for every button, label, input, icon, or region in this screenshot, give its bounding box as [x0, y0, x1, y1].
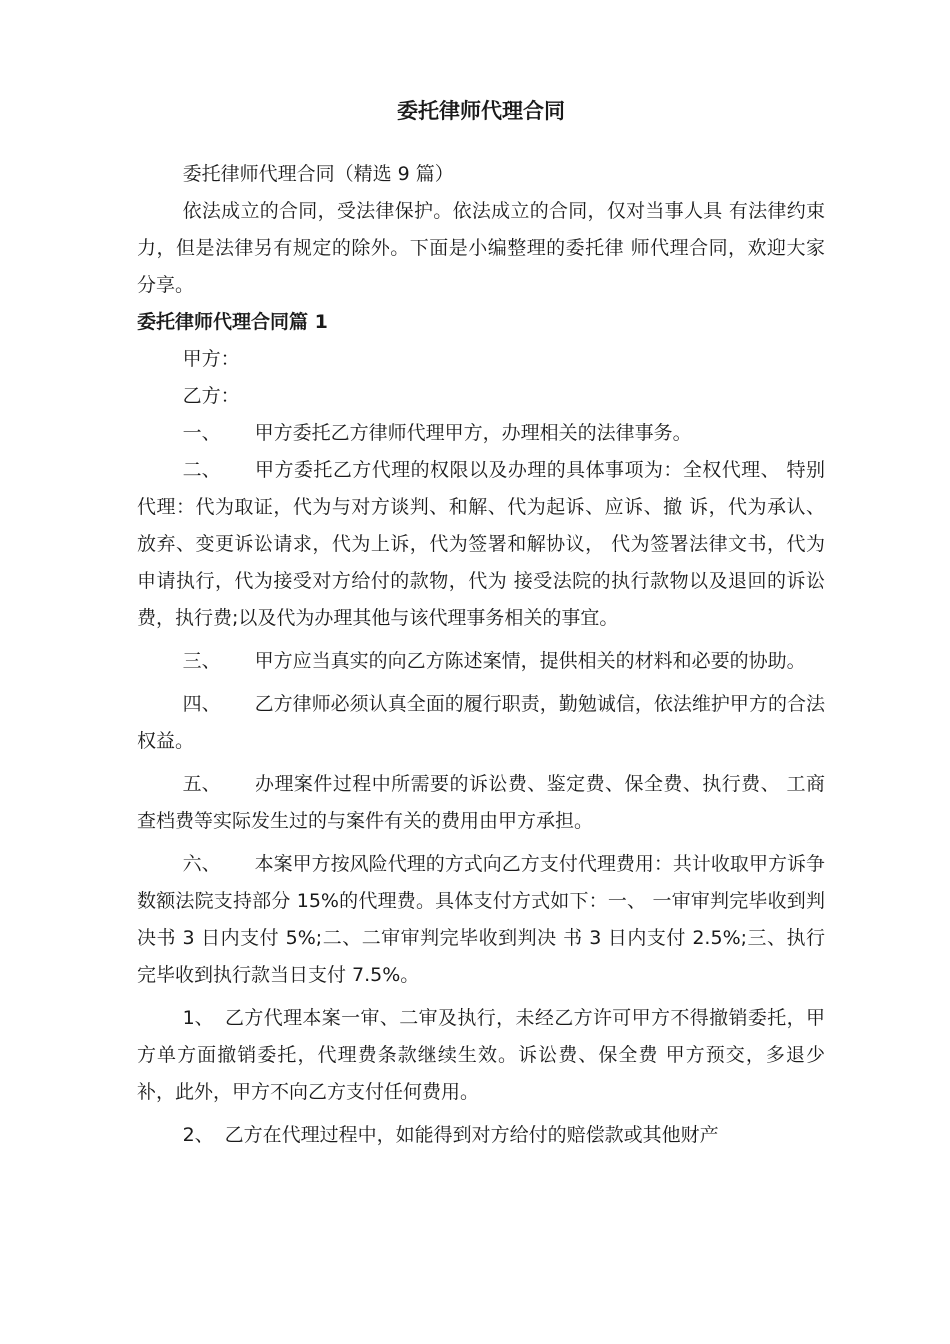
clause-number: 三、: [182, 650, 221, 672]
sub-clause-2: [137, 1117, 825, 1154]
clause-1: [137, 415, 825, 452]
clause-number: 四、: [182, 693, 221, 715]
clause-number: 二、: [182, 459, 221, 481]
clause-5: [137, 766, 825, 840]
section-heading: 委托律师代理合同篇 1: [137, 311, 328, 333]
clause-text: 办理案件过程中所需要的诉讼费、鉴定费、保全费、执行费、 工商查档费等实际发生过的与案件有关的费用由甲方承担。: [137, 773, 825, 832]
clause-number: 一、: [182, 422, 221, 444]
clause-text: 本案甲方按风险代理的方式向乙方支付代理费用：共计收取甲方诉争数额法院支持部分 15%的代理费。具体支付方式如下：一、 一审审判完毕收到判决书 3 日内支付 5%;二、二审审判完毕收到判决 书 3 日内支付 2.5%;三、执行完毕收到执行款当日支付 7.5%。: [137, 853, 825, 986]
party-b-label: 乙方：: [182, 385, 240, 407]
sub-clause-number: 1、: [182, 1007, 214, 1029]
sub-clause-text: 乙方在代理过程中，如能得到对方给付的赔偿款或其他财产: [224, 1124, 719, 1146]
sub-clause-1: [137, 1000, 825, 1111]
clause-text: 乙方律师必须认真全面的履行职责，勤勉诚信，依法维护甲方的合法权益。: [137, 693, 825, 752]
document-title: 委托律师代理合同: [397, 99, 565, 123]
clause-6: [137, 846, 825, 994]
document-subtitle: 委托律师代理合同（精选 9 篇）: [182, 163, 454, 185]
clause-number: 六、: [182, 853, 221, 875]
clause-text: 甲方委托乙方代理的权限以及办理的具体事项为：全权代理、 特别代理：代为取证，代为与对方谈判、和解、代为起诉、应诉、撤 诉，代为承认、放弃、变更诉讼请求，代为上诉，代为签署和解协议， 代为签署法律文书，代为申请执行，代为接受对方给付的款物，代为 接受法院的执行款物以及退回的诉讼费，执行费;以及代为办理其他与该代理事务相关的事宜。: [137, 459, 825, 629]
sub-clause-number: 2、: [182, 1124, 214, 1146]
clause-number: 五、: [182, 773, 221, 795]
clause-4: [137, 686, 825, 760]
party-a-label: 甲方：: [182, 348, 240, 370]
clause-2: [137, 452, 825, 637]
clause-3: [137, 643, 825, 680]
clause-text: 甲方委托乙方律师代理甲方，办理相关的法律事务。: [254, 422, 692, 444]
intro-paragraph: 依法成立的合同，受法律保护。依法成立的合同，仅对当事人具 有法律约束力，但是法律另有规定的除外。下面是小编整理的委托律 师代理合同，欢迎大家分享。: [137, 200, 825, 296]
clause-text: 甲方应当真实的向乙方陈述案情，提供相关的材料和必要的协助。: [254, 650, 806, 672]
sub-clause-text: 乙方代理本案一审、二审及执行，未经乙方许可甲方不得撤销委托，甲方单方面撤销委托，代理费条款继续生效。诉讼费、保全费 甲方预交，多退少补，此外，甲方不向乙方支付任何费用。: [137, 1007, 825, 1103]
